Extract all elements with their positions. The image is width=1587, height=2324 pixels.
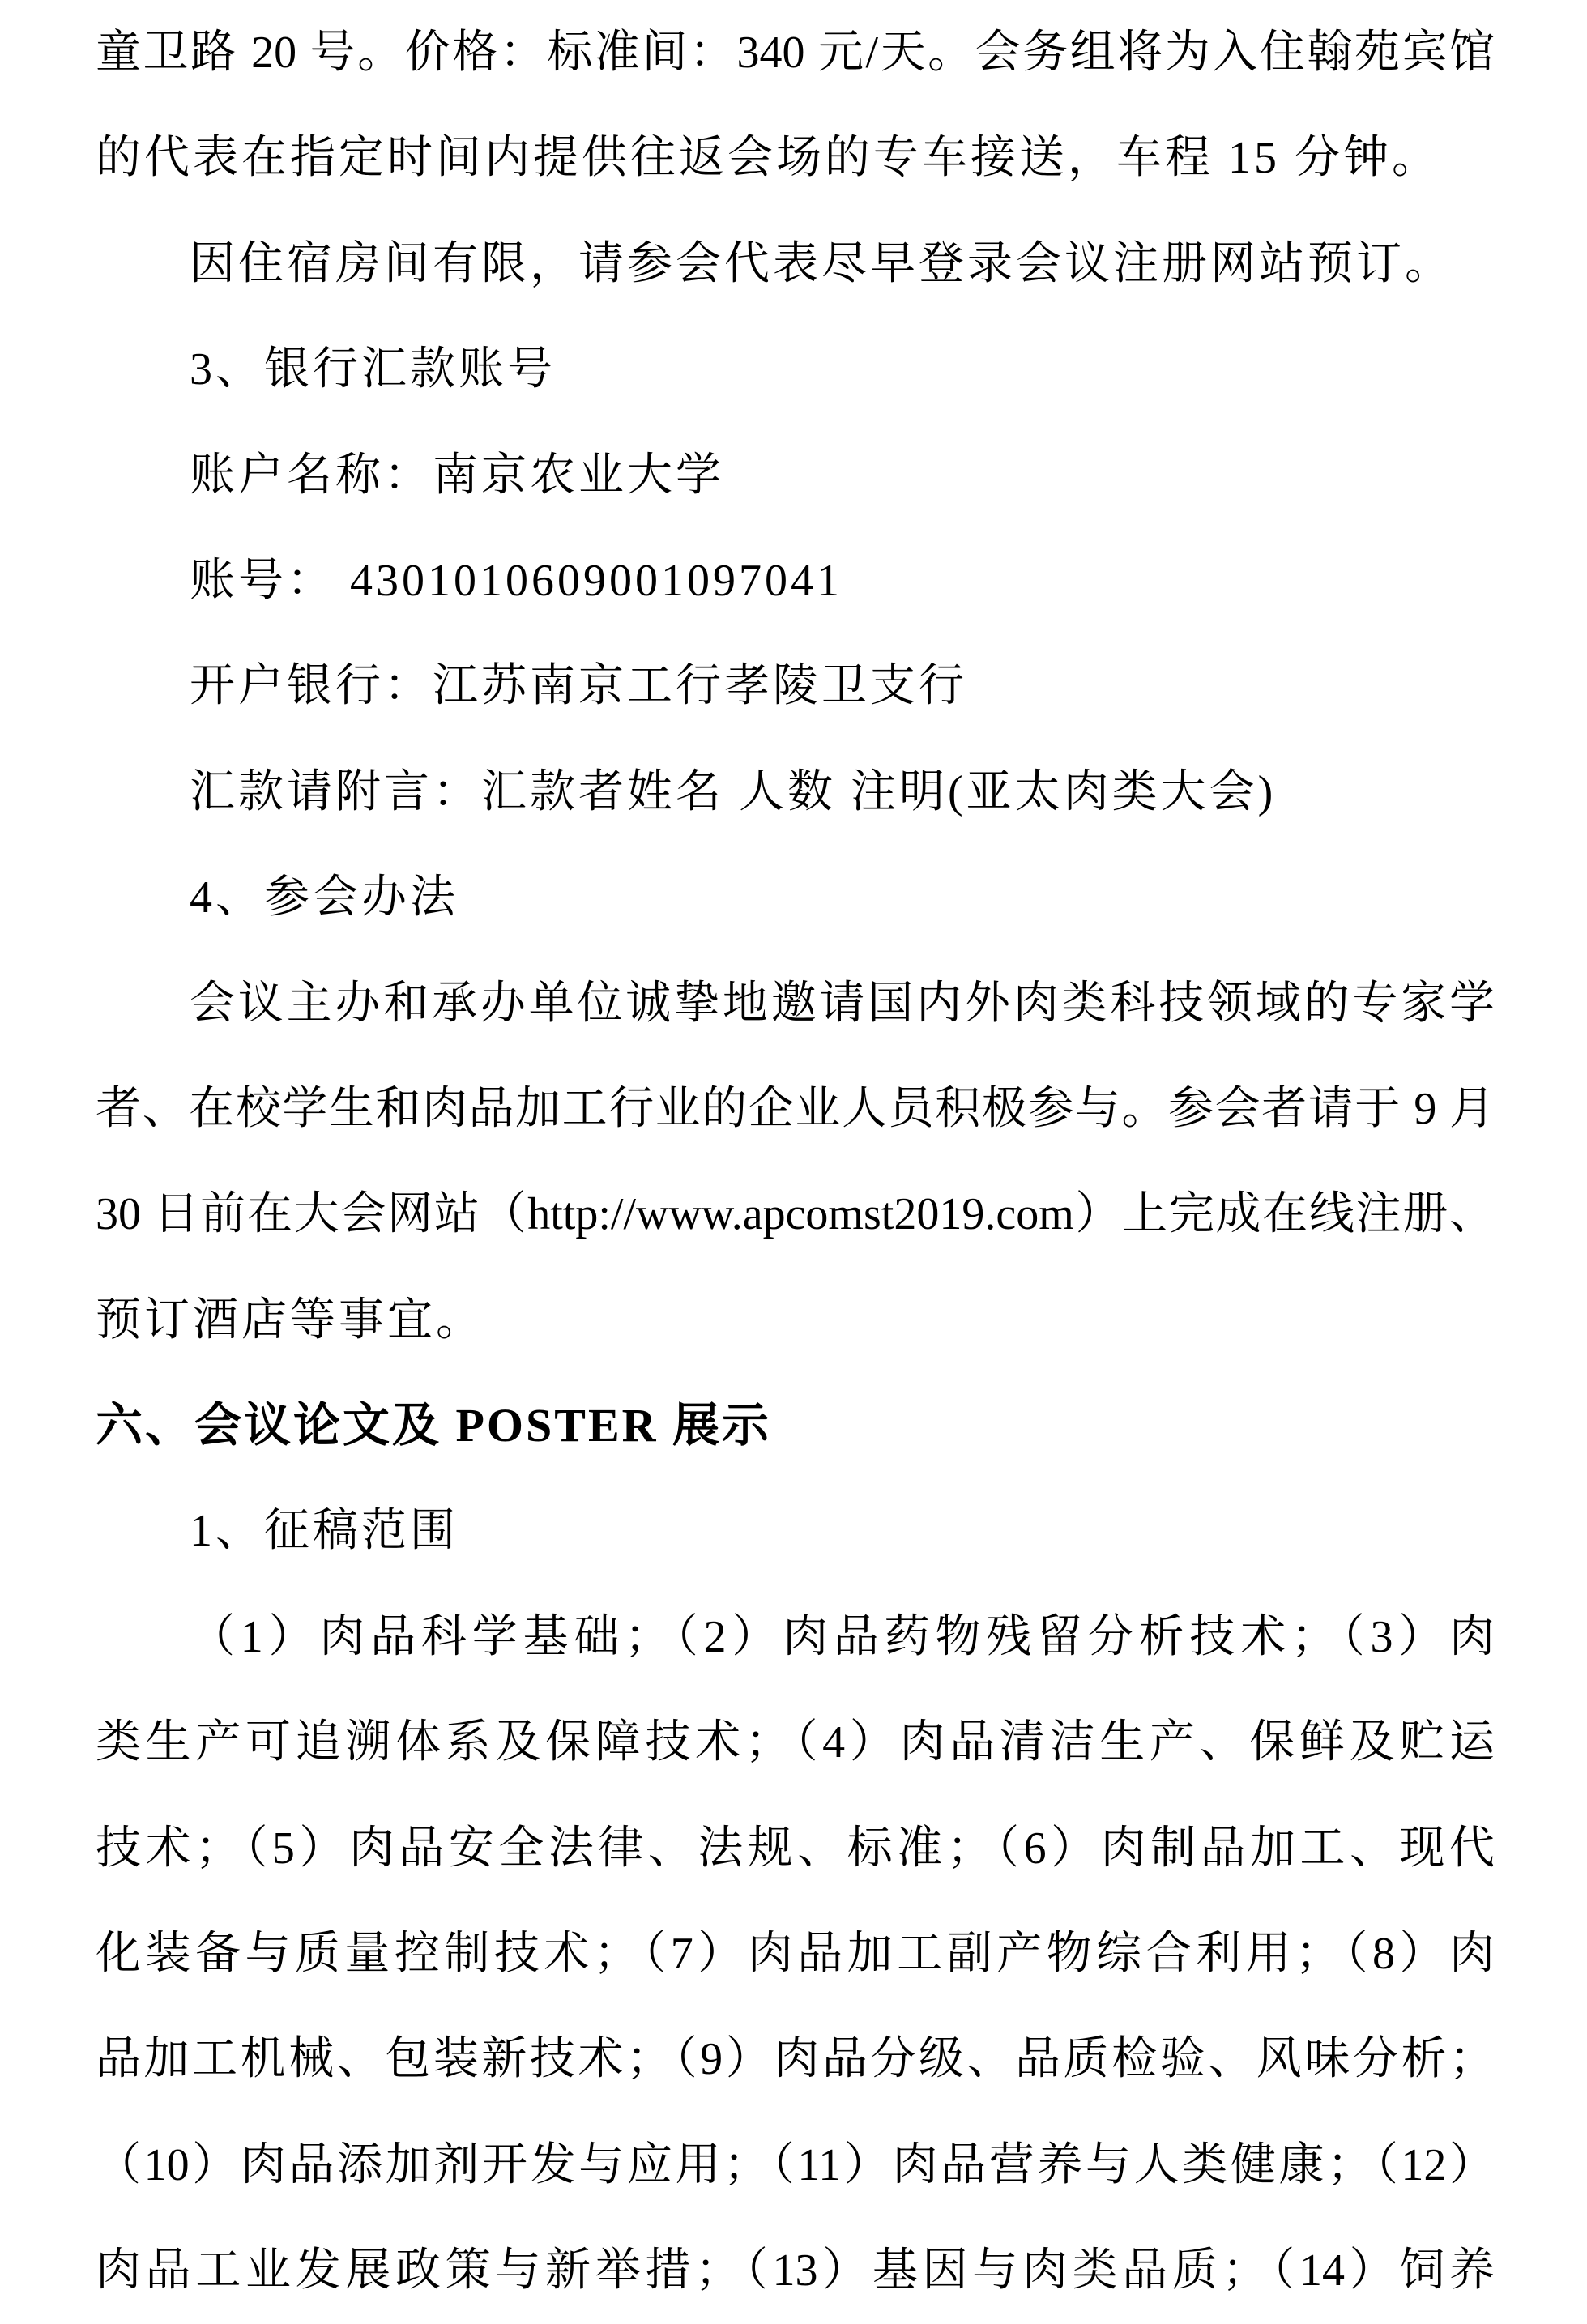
text-line-7: 开户银行：江苏南京工行孝陵卫支行 xyxy=(190,661,967,712)
text-line-12: 30 日前在大会网站（http://www.apcomst2019.com）上完成在线注册、 xyxy=(96,1189,1495,1240)
text-line-4: 3、银行汇款账号 xyxy=(190,344,556,395)
text-line-15: 1、征稿范围 xyxy=(190,1506,459,1557)
text-line-10: 会议主办和承办单位诚挚地邀请国内外肉类科技领域的专家学 xyxy=(190,978,1495,1029)
text-line-5: 账户名称：南京农业大学 xyxy=(190,450,724,501)
text-line-20: 品加工机械、包装新技术；（9）肉品分级、品质检验、风味分析； xyxy=(96,2034,1495,2085)
text-line-17: 类生产可追溯体系及保障技术；（4）肉品清洁生产、保鲜及贮运 xyxy=(96,1717,1495,1768)
text-line-11: 者、在校学生和肉品加工行业的企业人员积极参与。参会者请于 9 月 xyxy=(96,1083,1495,1134)
text-line-3: 因住宿房间有限，请参会代表尽早登录会议注册网站预订。 xyxy=(190,238,1453,289)
text-line-2: 的代表在指定时间内提供往返会场的专车接送，车程 15 分钟。 xyxy=(96,133,1440,184)
text-line-21: （10）肉品添加剂开发与应用；（11）肉品营养与人类健康；（12） xyxy=(96,2139,1495,2190)
text-line-13: 预订酒店等事宜。 xyxy=(96,1294,484,1345)
text-line-9: 4、参会办法 xyxy=(190,872,459,923)
text-line-19: 化装备与质量控制技术；（7）肉品加工副产物综合利用；（8）肉 xyxy=(96,1929,1495,1980)
text-line-16: （1）肉品科学基础；（2）肉品药物残留分析技术；（3）肉 xyxy=(190,1611,1495,1662)
text-line-22: 肉品工业发展政策与新举措；（13）基因与肉类品质；（14）饲养 xyxy=(96,2245,1495,2296)
text-line-1: 童卫路 20 号。价格：标准间：340 元/天。会务组将为入住翰苑宾馆 xyxy=(96,28,1495,78)
text-line-8: 汇款请附言：汇款者姓名 人数 注明(亚太肉类大会) xyxy=(190,766,1277,817)
text-line-18: 技术；（5）肉品安全法律、法规、标准；（6）肉制品加工、现代 xyxy=(96,1823,1495,1874)
text-line-6: 账号： 4301010609001097041 xyxy=(190,555,843,606)
section-heading: 六、会议论文及 POSTER 展示 xyxy=(96,1399,772,1452)
